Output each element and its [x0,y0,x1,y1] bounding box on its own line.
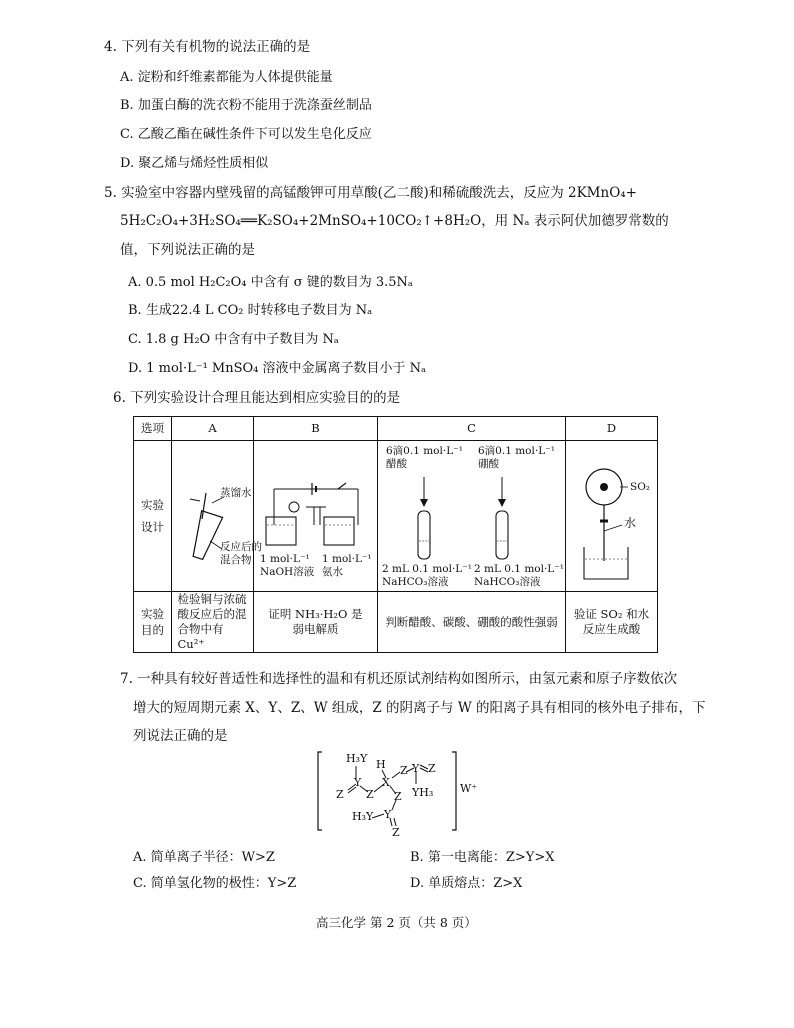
label-mixture-1: 反应后的 [220,541,262,553]
q7-stem-line-1: 7. 一种具有较好普适性和选择性的温和有机还原试剂结构如图所示，由氢元素和原子序数依次 [120,671,678,687]
label-mixture-2: 混合物 [220,554,252,566]
label-so2: SO₂ [630,481,651,493]
row-label-purpose: 实验目的 [134,592,172,653]
atom-z3: Z [392,826,400,839]
label-acetic: 醋酸 [386,458,407,470]
q7-stem-line-2: 增大的短周期元素 X、Y、Z、W 组成，Z 的阴离子与 W 的阳离子具有相同的核外电子排布，下 [133,700,706,716]
row-label-design: 实验设计 [134,441,172,592]
label-naoh: NaOH溶液 [260,566,315,578]
label-bicarb-left-conc: 2 mL 0.1 mol·L⁻¹ [382,563,473,575]
q5-option-d: D. 1 mol·L⁻¹ MnSO₄ 溶液中金属离子数目小于 Nₐ [128,361,427,376]
q7-option-d: D. 单质熔点：Z>X [410,876,523,891]
atom-z2: Z [428,762,436,775]
q4-option-b: B. 加蛋白酶的洗衣粉不能用于洗涤蚕丝制品 [120,98,372,113]
table-header-c: C [378,417,566,441]
q7-option-b: B. 第一电离能：Z>Y>X [410,850,555,865]
fountain-experiment-diagram [566,441,658,591]
atom-h3y-top: H₃Y [346,752,368,765]
reagent-structure [316,748,486,840]
label-ammonia-conc: 1 mol·L⁻¹ [322,553,372,565]
cation-w: W⁺ [460,782,478,795]
q5-stem-line-2: 5H₂C₂O₄+3H₂SO₄══K₂SO₄+2MnSO₄+10CO₂↑+8H₂O，用 Nₐ 表示阿伏加德罗常数的 [120,213,669,229]
atom-z-o2: Z [394,790,402,803]
label-acetic-conc: 6滴0.1 mol·L⁻¹ [386,445,463,457]
label-boric-conc: 6滴0.1 mol·L⁻¹ [478,445,555,457]
atom-yh3: YH₃ [412,786,434,799]
q5-stem-line-1: 5. 实验室中容器内壁残留的高锰酸钾可用草酸(乙二酸)和稀硫酸洗去，反应为 2KMnO₄+ [104,185,637,201]
q5-stem-line-3: 值，下列说法正确的是 [120,242,255,258]
table-header-a: A [172,417,254,441]
purpose-c: 判断醋酸、碳酸、硼酸的酸性强弱 [378,592,566,653]
design-cell-c [378,441,566,592]
purpose-a: 检验铜与浓硫酸反应后的混合物中有 Cu²⁺ [172,592,254,653]
atom-zeq1: Z [336,788,344,801]
purpose-b: 证明 NH₃·H₂O 是弱电解质 [254,592,378,653]
label-water: 水 [624,516,637,530]
atom-z1: Z [366,788,374,801]
table-header-option: 选项 [134,417,172,441]
purpose-d: 验证 SO₂ 和水反应生成酸 [566,592,658,653]
q6-stem: 6. 下列实验设计合理且能达到相应实验目的的是 [113,390,401,406]
atom-z-o1: Z [400,764,408,777]
design-cell-a [172,441,262,592]
label-bicarb-right-conc: 2 mL 0.1 mol·L⁻¹ [474,563,565,575]
q5-option-b: B. 生成22.4 L CO₂ 时转移电子数目为 Nₐ [128,303,373,318]
q4-option-c: C. 乙酸乙酯在碱性条件下可以发生皂化反应 [120,127,372,142]
atom-h: H [376,758,386,771]
label-bicarb-right: NaHCO₃溶液 [474,576,541,588]
q5-option-a: A. 0.5 mol H₂C₂O₄ 中含有 σ 键的数目为 3.5Nₐ [128,275,413,290]
q7-option-a: A. 简单离子半径：W>Z [133,850,275,865]
label-distilled-water: 蒸馏水 [220,487,252,499]
atom-y1: Y [354,776,362,789]
q4-option-a: A. 淀粉和纤维素都能为人体提供能量 [120,70,333,85]
label-boric: 硼酸 [478,458,499,470]
label-bicarb-left: NaHCO₃溶液 [382,576,449,588]
q7-stem-line-3: 列说法正确的是 [133,728,228,744]
q5-option-c: C. 1.8 g H₂O 中含有中子数目为 Nₐ [128,332,339,347]
page-footer: 高三化学 第 2 页（共 8 页） [316,915,477,930]
label-ammonia: 氨水 [322,566,343,578]
experiment-table [133,416,658,653]
atom-y3: Y [384,808,392,821]
design-cell-d [566,441,658,592]
atom-x: X [382,776,390,789]
q7-option-c: C. 简单氢化物的极性：Y>Z [133,876,297,891]
q4-option-d: D. 聚乙烯与烯烃性质相似 [120,156,269,171]
q4-stem: 4. 下列有关有机物的说法正确的是 [104,39,311,55]
atom-h3y-bottom: H₃Y [352,810,374,823]
table-header-d: D [566,417,658,441]
table-header-b: B [254,417,378,441]
label-naoh-conc: 1 mol·L⁻¹ [260,553,310,565]
atom-y2: Y [412,762,420,775]
tilted-test-tube-diagram [172,441,254,591]
design-cell-b [254,441,378,592]
